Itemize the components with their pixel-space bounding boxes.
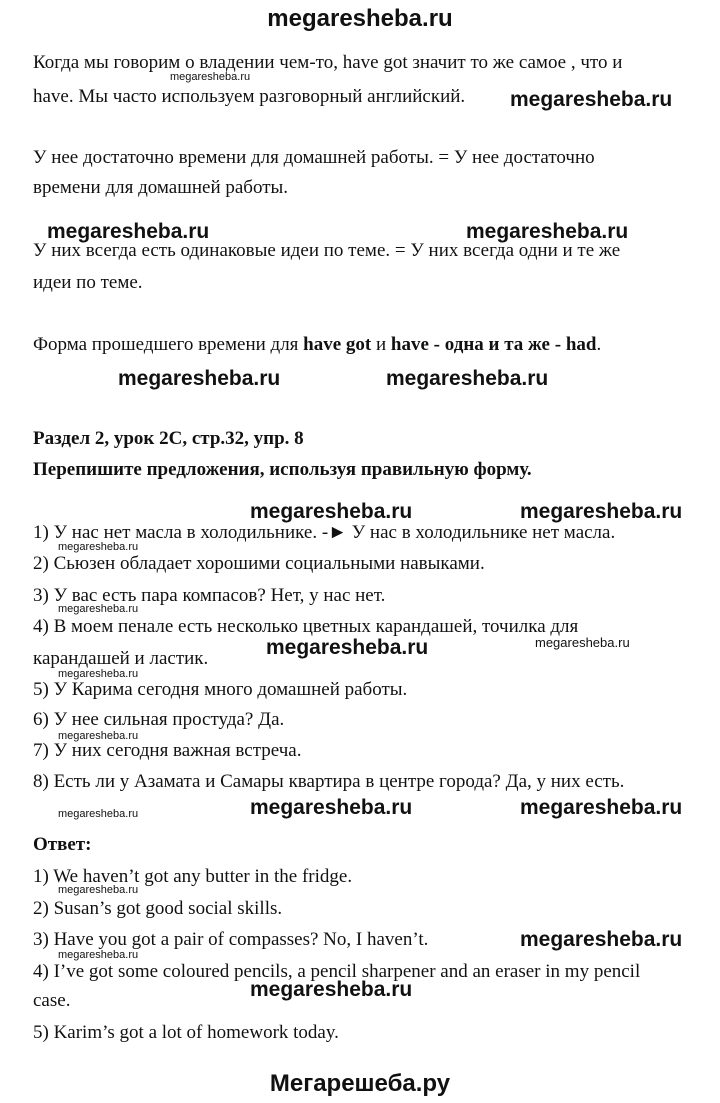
- task-line: 4) В моем пенале есть несколько цветных карандашей, точилка для: [33, 616, 579, 637]
- task-line: 8) Есть ли у Азамата и Самары квартира в центре города? Да, у них есть.: [33, 771, 625, 792]
- intro-p4-d: have: [390, 334, 429, 355]
- watermark: megaresheba.ru: [118, 367, 281, 390]
- section-instruction: Перепишите предложения, используя правильную форму.: [33, 459, 532, 480]
- intro-p4-e: - одна и та же -: [428, 334, 566, 355]
- intro-p3-line2: идеи по теме.: [33, 272, 143, 293]
- task-line: 3) У вас есть пара компасов? Нет, у нас нет.: [33, 585, 386, 606]
- intro-p2-line2: времени для домашней работы.: [33, 177, 289, 198]
- watermark: megaresheba.ru: [58, 603, 139, 615]
- answer-line: 5) Karim’s got a lot of homework today.: [33, 1022, 339, 1043]
- intro-p3-line1: У них всегда есть одинаковые идеи по теме. = У них всегда одни и те же: [33, 240, 621, 261]
- intro-p1-line1: Когда мы говорим о владении чем-то, have got значит то же самое , что и: [33, 52, 623, 73]
- footer-watermark: Мегарешеба.ру: [269, 1070, 451, 1097]
- answer-label: Ответ:: [33, 834, 92, 855]
- answer-line: case.: [33, 990, 71, 1011]
- watermark: megaresheba.ru: [250, 500, 413, 523]
- watermark: megaresheba.ru: [510, 88, 673, 111]
- watermark: megaresheba.ru: [58, 730, 139, 742]
- watermark: megaresheba.ru: [170, 71, 251, 83]
- watermark: megaresheba.ru: [58, 884, 139, 896]
- intro-p1-line2: have. Мы часто используем разговорный английский.: [33, 86, 466, 107]
- watermark: megaresheba.ru: [266, 636, 429, 659]
- intro-p4-b: have got: [303, 334, 372, 355]
- intro-p2-line1: У нее достаточно времени для домашней работы. = У нее достаточно: [33, 147, 595, 168]
- task-line: 5) У Карима сегодня много домашней работы.: [33, 679, 408, 700]
- watermark: megaresheba.ru: [58, 808, 139, 820]
- answer-line: 4) I’ve got some coloured pencils, a pencil sharpener and an eraser in my pencil: [33, 961, 641, 982]
- watermark: megaresheba.ru: [466, 220, 629, 243]
- intro-p4-a: Форма прошедшего времени для: [33, 334, 304, 355]
- intro-p4-f: had: [565, 334, 597, 355]
- intro-p4: [33, 334, 601, 356]
- task-line: карандашей и ластик.: [33, 648, 209, 669]
- watermark: megaresheba.ru: [520, 500, 683, 523]
- task-line: 2) Сьюзен обладает хорошими социальными навыками.: [33, 553, 485, 574]
- watermark: megaresheba.ru: [535, 635, 630, 650]
- watermark: megaresheba.ru: [47, 220, 210, 243]
- watermark: megaresheba.ru: [250, 796, 413, 819]
- watermark: megaresheba.ru: [250, 978, 413, 1001]
- answer-line: 3) Have you got a pair of compasses? No, I haven’t.: [33, 929, 429, 950]
- header-watermark: megaresheba.ru: [267, 5, 453, 32]
- answer-line: 1) We haven’t got any butter in the fridge.: [33, 866, 353, 887]
- section-title: Раздел 2, урок 2C, стр.32, упр. 8: [33, 428, 304, 449]
- watermark: megaresheba.ru: [386, 367, 549, 390]
- task-line: 6) У нее сильная простуда? Да.: [33, 709, 285, 730]
- intro-p4-g: .: [596, 334, 602, 355]
- watermark: megaresheba.ru: [520, 928, 683, 951]
- task-line: 1) У нас нет масла в холодильнике. -► У нас в холодильнике нет масла.: [33, 522, 616, 543]
- watermark: megaresheba.ru: [58, 949, 139, 961]
- watermark: megaresheba.ru: [58, 668, 139, 680]
- intro-p4-c: и: [371, 334, 391, 355]
- answer-line: 2) Susan’s got good social skills.: [33, 898, 283, 919]
- task-line: 7) У них сегодня важная встреча.: [33, 740, 302, 761]
- watermark: megaresheba.ru: [58, 541, 139, 553]
- watermark: megaresheba.ru: [520, 796, 683, 819]
